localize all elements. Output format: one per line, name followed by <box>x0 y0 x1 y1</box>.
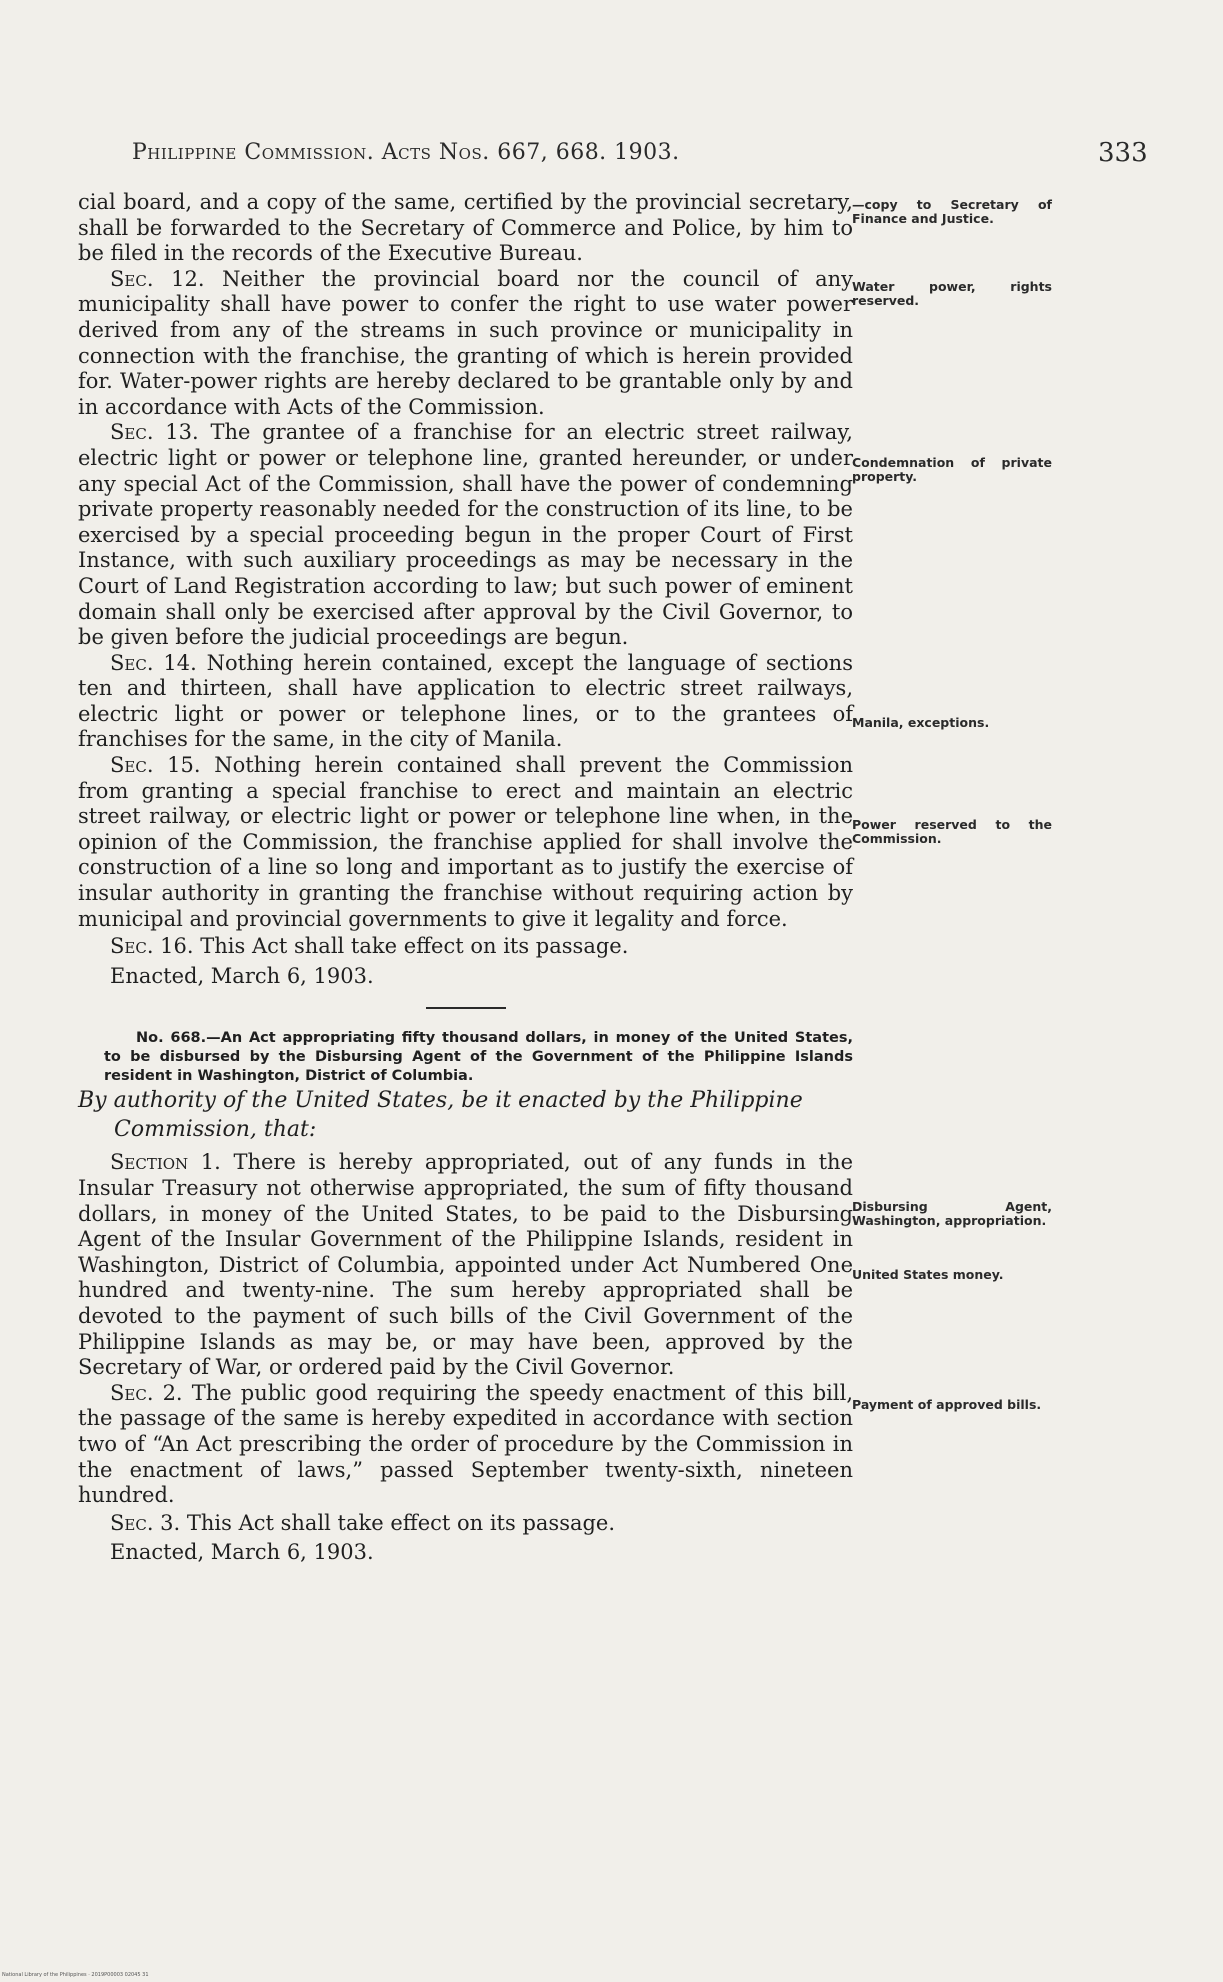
section-divider <box>426 1007 506 1009</box>
margin-note-water-power: Water power, rights reserved. <box>852 279 1052 308</box>
page-number: 333 <box>1098 138 1148 168</box>
section-16: Sec. 16. This Act shall take effect on its passage. <box>110 934 629 959</box>
margin-note-manila: Manila, exceptions. <box>852 715 990 730</box>
section-label: Sec. 13. <box>110 420 199 445</box>
section-13: Sec. 13. The grantee of a franchise for an electric street railway, electric light or power or telephone line, granted hereunder, or under any special Act of the Commission, shall have the power of condemning private property reasonably needed for the construction of its line, to be exercised by a special proceeding begun in the proper Court of First Instance, with such auxiliary proceedings as may be necessary in the Court of Land Registration according to law; but such power of eminent domain shall only be exercised after approval by the Civil Governor, to be given before the judicial proceedings are begun. <box>78 420 853 650</box>
section-12: Sec. 12. Neither the provincial board nor the council of any municipality shall have power to confer the right to use water power derived from any of the streams in such province or municipality in connection with the franchise, the granting of which is herein provided for. Water-power rights are hereby declared to be grantable only by and in accordance with Acts of the Commission. <box>78 266 853 419</box>
section-label: Section 1. <box>110 1150 221 1175</box>
section-15: Sec. 15. Nothing herein contained shall prevent the Commission from granting a special franchise to erect and maintain an electric street railway, or electric light or power or telephone line when, in the opinion of the Commission, the franchise applied for shall involve the construction of a line so long and important as to justify the exercise of insular authority in granting the franchise without requiring action by municipal and provincial governments to give it legality and force. <box>78 753 853 931</box>
section-label: Sec. 16. <box>110 934 194 959</box>
enacting-clause: By authority of the United States, be it enacted by the Philippine Commission, that: <box>78 1088 803 1143</box>
margin-note-disbursing-agent: Disbursing Agent, Washington, appropriation. <box>852 1199 1052 1228</box>
section-3: Sec. 3. This Act shall take effect on its passage. <box>110 1510 616 1535</box>
section-label: Sec. 2. <box>110 1380 183 1405</box>
section-14: Sec. 14. Nothing herein contained, except the language of sections ten and thirteen, shall have application to electric street railways, electric light or power or telephone lines, or to the grantees of franchises for the same, in the city of Manila. <box>78 650 853 752</box>
section-label: Sec. 3. <box>110 1510 181 1535</box>
margin-note-condemnation: Condemnation of private property. <box>852 455 1052 484</box>
scan-credit: National Library of the Philippines · 2019P00003 02045 31 <box>2 1972 149 1978</box>
section-1: Section 1. There is hereby appropriated, out of any funds in the Insular Treasury not otherwise appropriated, the sum of fifty thousand dollars, in money of the United States, to be paid to the Disbursing Agent of the Insular Government of the Philippine Islands, resident in Washington, District of Columbia, appointed under Act Numbered One hundred and twenty-nine. The sum hereby appropriated shall be devoted to the payment of such bills of the Civil Government of the Philippine Islands as may be, or may have been, approved by the Secretary of War, or ordered paid by the Civil Governor. <box>78 1150 853 1380</box>
paragraph-continued: cial board, and a copy of the same, certified by the provincial secretary, shall be forwarded to the Secretary of Commerce and Police, by him to be filed in the records of the Executive Bureau. <box>78 190 853 266</box>
margin-note-power-reserved: Power reserved to the Commission. <box>852 817 1052 846</box>
document-body <box>78 190 853 1566</box>
running-head: Philippine Commission. Acts Nos. 667, 668. 1903. <box>132 140 680 165</box>
enacted-date: Enacted, March 6, 1903. <box>110 963 374 988</box>
section-2: Sec. 2. The public good requiring the speedy enactment of this bill, the passage of the same is hereby expedited in accordance with section two of “An Act prescribing the order of procedure by the Commission in the enactment of laws,” passed September twenty-sixth, nineteen hundred. <box>78 1380 854 1508</box>
margin-note-copy: —copy to Secretary of Finance and Justice. <box>852 197 1052 226</box>
margin-note-us-money: United States money. <box>852 1267 1004 1282</box>
section-label: Sec. 14. <box>110 650 197 675</box>
margin-note-payment: Payment of approved bills. <box>852 1397 1042 1412</box>
act-668-title: No. 668.—An Act appropriating fifty thousand dollars, in money of the United States, to be disbursed by the Disbursing Agent of the Government of the Philippine Islands resident in Washington, District of Columbia. <box>104 1030 853 1085</box>
section-label: Sec. 15. <box>110 753 201 778</box>
section-label: Sec. 12. <box>110 266 205 291</box>
enacted-date: Enacted, March 6, 1903. <box>110 1540 374 1565</box>
